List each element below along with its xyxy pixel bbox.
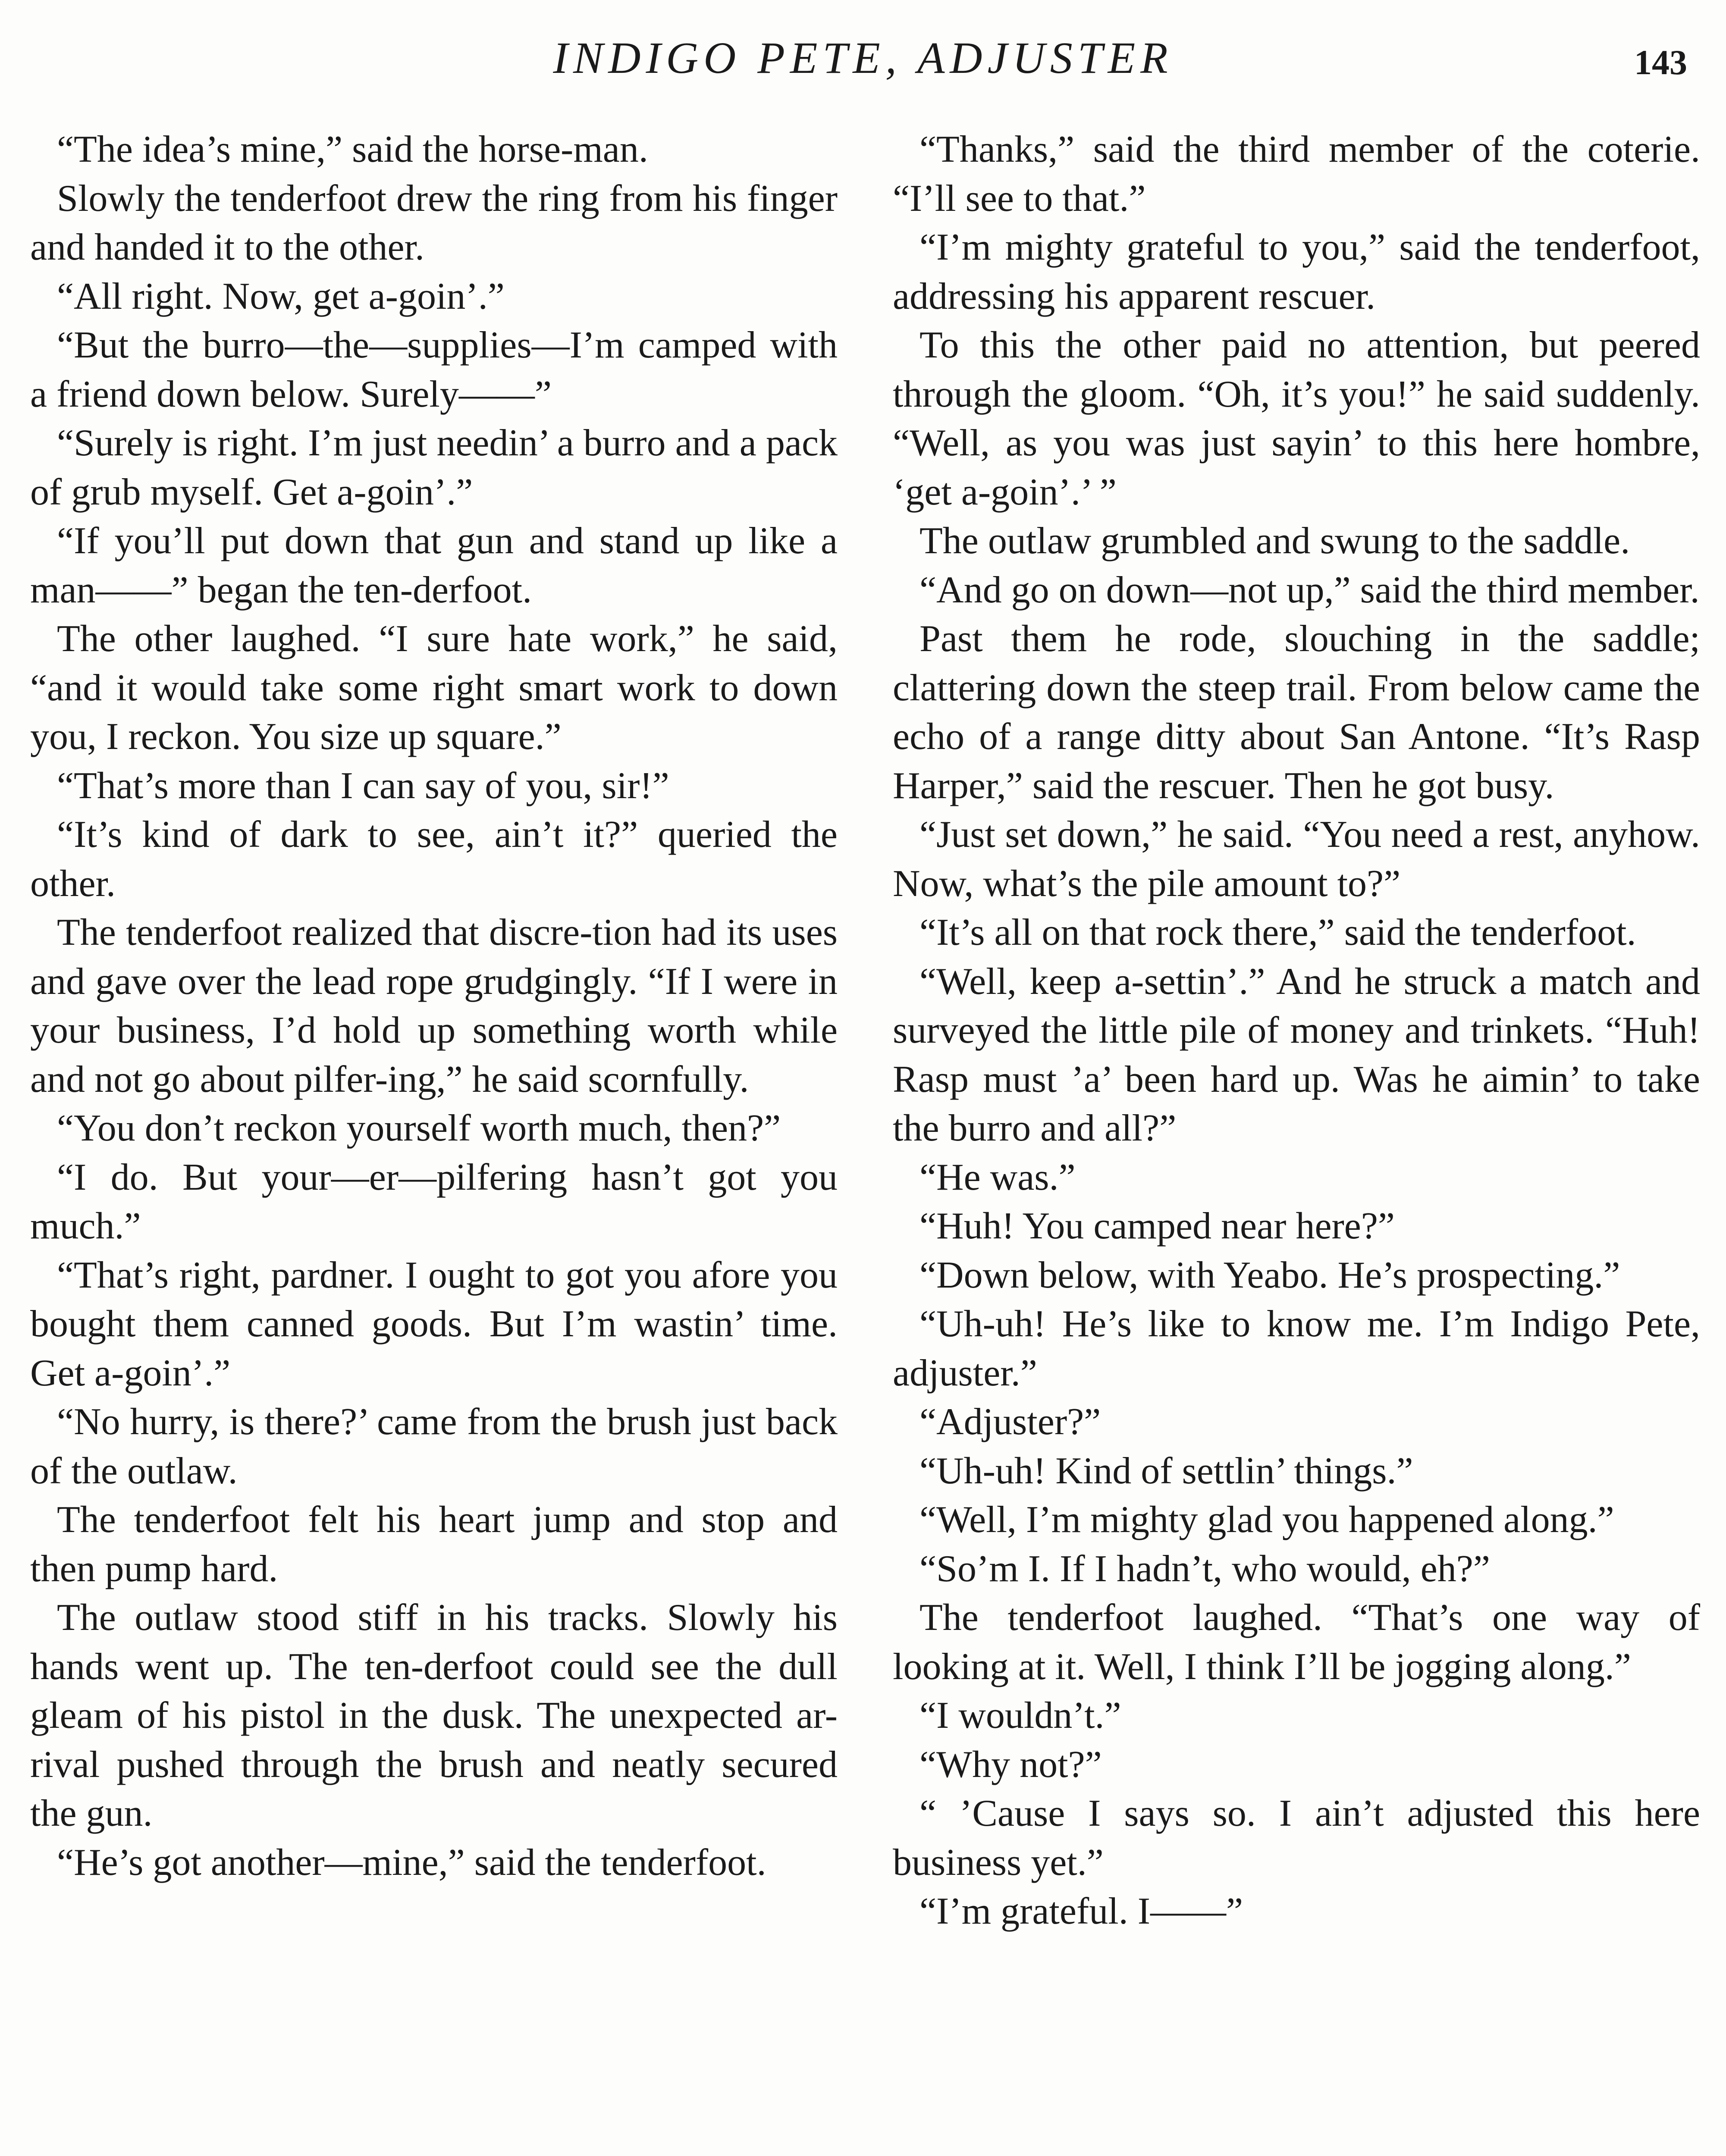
paragraph: “But the burro—the—supplies—I’m camped with a friend down below. Surely——” xyxy=(30,324,838,415)
paragraph: “Why not?” xyxy=(919,1743,1102,1786)
paragraph: “Well, I’m mighty glad you happened along.” xyxy=(919,1499,1614,1541)
paragraph: “Huh! You camped near here?” xyxy=(919,1205,1395,1247)
paragraph: “I do. But your—er—pilfering hasn’t got you much.” xyxy=(30,1156,838,1247)
paragraph: The outlaw grumbled and swung to the saddle. xyxy=(919,520,1630,562)
paragraph: “Surely is right. I’m just needin’ a burro and a pack of grub myself. Get a-goin’.” xyxy=(30,422,838,513)
page-header xyxy=(0,30,1726,86)
paragraph: The tenderfoot realized that discre-tion had its uses and gave over the lead rope grudgingly. “If I were in your business, I’d hold up something worth while and not go about pilfer-ing,” he said scornfully. xyxy=(30,912,838,1100)
paragraph: “Down below, with Yeabo. He’s prospecting.” xyxy=(919,1254,1620,1296)
paragraph: “That’s more than I can say of you, sir!” xyxy=(57,765,669,807)
paragraph: “And go on down—not up,” said the third member. xyxy=(919,569,1700,611)
paragraph: “I’m grateful. I——” xyxy=(919,1890,1243,1932)
paragraph: To this the other paid no attention, but peered through the gloom. “Oh, it’s you!” he said suddenly. “Well, as you was just sayin’ to this here hombre, ‘get a-goin’.’ ” xyxy=(893,324,1700,513)
paragraph: “It’s kind of dark to see, ain’t it?” queried the other. xyxy=(30,814,838,905)
paragraph: “That’s right, pardner. I ought to got you afore you bought them canned goods. But I’m wastin’ time. Get a-goin’.” xyxy=(30,1254,838,1394)
paragraph: “No hurry, is there?’ came from the brush just back of the outlaw. xyxy=(30,1401,838,1492)
paragraph: “He’s got another—mine,” said the tenderfoot. xyxy=(57,1841,766,1883)
paragraph: “Just set down,” he said. “You need a rest, anyhow. Now, what’s the pile amount to?” xyxy=(893,814,1700,905)
paragraph: “Uh-uh! Kind of settlin’ things.” xyxy=(919,1450,1413,1492)
paragraph: “He was.” xyxy=(919,1156,1076,1198)
paragraph: The tenderfoot laughed. “That’s one way of looking at it. Well, I think I’ll be jogging along.” xyxy=(893,1597,1700,1688)
paragraph: “I wouldn’t.” xyxy=(919,1695,1121,1736)
right-column xyxy=(893,125,1700,1936)
paragraph: “You don’t reckon yourself worth much, then?” xyxy=(57,1107,781,1149)
running-title: INDIGO PETE, ADJUSTER xyxy=(553,33,1173,83)
left-column xyxy=(30,125,838,1887)
paragraph: The outlaw stood stiff in his tracks. Slowly his hands went up. The ten-derfoot could see the dull gleam of his pistol in the dusk. The unexpected ar-rival pushed through the brush and neatly secured the gun. xyxy=(30,1597,838,1834)
paragraph: The tenderfoot felt his heart jump and stop and then pump hard. xyxy=(30,1499,838,1590)
page-number: 143 xyxy=(1634,43,1687,82)
paragraph: “The idea’s mine,” said the horse-man. xyxy=(57,128,648,170)
paragraph: “Uh-uh! He’s like to know me. I’m Indigo Pete, adjuster.” xyxy=(893,1303,1700,1394)
paragraph: “So’m I. If I hadn’t, who would, eh?” xyxy=(919,1548,1490,1590)
paragraph: “Well, keep a-settin’.” And he struck a match and surveyed the little pile of money and trinkets. “Huh! Rasp must ’a’ been hard up. Was he aimin’ to take the burro and all?” xyxy=(893,960,1700,1149)
paragraph: “I’m mighty grateful to you,” said the tenderfoot, addressing his apparent rescuer. xyxy=(893,226,1700,317)
paragraph: “Thanks,” said the third member of the coterie. “I’ll see to that.” xyxy=(893,128,1700,219)
paragraph: “Adjuster?” xyxy=(919,1401,1101,1443)
paragraph: Past them he rode, slouching in the saddle; clattering down the steep trail. From below came the echo of a range ditty about San Antone. “It’s Rasp Harper,” said the rescuer. Then he got busy. xyxy=(893,618,1700,807)
paragraph: The other laughed. “I sure hate work,” he said, “and it would take some right smart work to down you, I reckon. You size up square.” xyxy=(30,618,838,758)
paragraph: “All right. Now, get a-goin’.” xyxy=(57,275,505,317)
paragraph: Slowly the tenderfoot drew the ring from his finger and handed it to the other. xyxy=(30,177,838,268)
paragraph: “It’s all on that rock there,” said the tenderfoot. xyxy=(919,912,1636,953)
paragraph: “If you’ll put down that gun and stand up like a man——” began the ten-derfoot. xyxy=(30,520,838,611)
paragraph: “ ’Cause I says so. I ain’t adjusted this here business yet.” xyxy=(893,1792,1700,1883)
